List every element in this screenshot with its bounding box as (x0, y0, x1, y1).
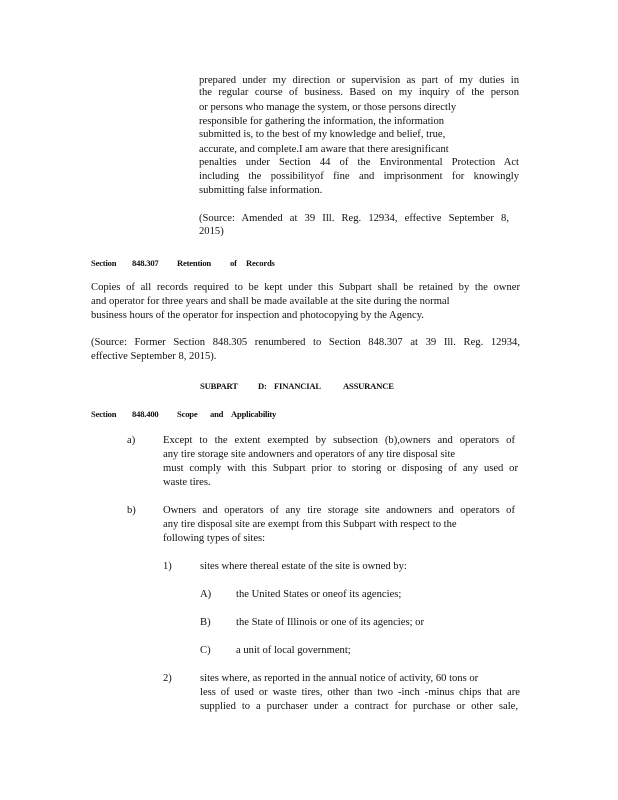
text-line: sites where, as reported in the annual notice of activity, 60 tons or (200, 673, 479, 684)
text-line: the regular course of business. Based on my inquiry of the person (199, 87, 519, 98)
text-line: any tire storage site andowners and operators of any tire disposal site (163, 449, 456, 460)
text-line: any tire disposal site are exempt from this Subpart with respect to the (163, 519, 457, 530)
text-line: submitted is, to the best of my knowledge and belief, true, (199, 129, 446, 140)
subpart-word: ASSURANCE (343, 381, 394, 391)
subsection-label: a) (127, 435, 136, 446)
paragraph-label: 1) (163, 561, 172, 572)
text-line: penalties under Section 44 of the Environmental Protection Act (199, 157, 519, 168)
text-line: Except to the extent exempted by subsection (b),owners and operators of (163, 435, 515, 446)
section-title-word: Applicability (231, 409, 277, 419)
subpart-word: FINANCIAL (274, 381, 321, 391)
text-line: supplied to a purchaser under a contract for purchase or other sale, (200, 701, 518, 712)
text-line: (Source: Former Section 848.305 renumbered to Section 848.307 at 39 Ill. Reg. 12934, (91, 337, 520, 348)
section-label: Section (91, 258, 117, 268)
text-line: prepared under my direction or supervision as part of my duties in (199, 75, 519, 86)
subpart-word: SUBPART (200, 381, 238, 391)
section-title-word: Retention (177, 258, 212, 268)
text-line: the State of Illinois or one of its agencies; or (236, 617, 424, 628)
text-line: Owners and operators of any tire storage site andowners and operators of (163, 505, 515, 516)
text-line: following types of sites: (163, 533, 266, 544)
text-line: and operator for three years and shall be made available at the site during the normal (91, 296, 450, 307)
text-line: waste tires. (163, 477, 211, 488)
section-title-word: and (210, 409, 224, 419)
text-line: sites where thereal estate of the site is owned by: (200, 561, 407, 572)
text-line: Copies of all records required to be kept under this Subpart shall be retained by the owner (91, 282, 520, 293)
section-number: 848.307 (132, 258, 159, 268)
text-line: effective September 8, 2015). (91, 351, 217, 362)
section-label: Section (91, 409, 117, 419)
subparagraph-label: B) (200, 617, 211, 628)
subsection-label: b) (127, 505, 136, 516)
section-title-word: of (230, 258, 237, 268)
text-line: responsible for gathering the information, the information (199, 116, 445, 127)
section-number: 848.400 (132, 409, 159, 419)
text-line: must comply with this Subpart prior to storing or disposing of any used or (163, 463, 518, 474)
text-line: or persons who manage the system, or those persons directly (199, 102, 457, 113)
paragraph-label: 2) (163, 673, 172, 684)
text-line: the United States or oneof its agencies; (236, 589, 402, 600)
section-title-word: Scope (177, 409, 198, 419)
subparagraph-label: A) (200, 589, 212, 600)
text-line: accurate, and complete.I am aware that there aresignificant (199, 144, 449, 155)
subparagraph-label: C) (200, 645, 211, 656)
text-line: 2015) (199, 226, 224, 237)
text-line: business hours of the operator for inspection and photocopying by the Agency. (91, 310, 424, 321)
text-line: submitting false information. (199, 185, 323, 196)
text-line: (Source: Amended at 39 Ill. Reg. 12934, effective September 8, (199, 213, 509, 224)
section-title-word: Records (246, 258, 275, 268)
subpart-word: D: (258, 381, 267, 391)
text-line: less of used or waste tires, other than two -inch -minus chips that are (200, 687, 520, 698)
text-line: including the possibilityof fine and imprisonment for knowingly (199, 171, 519, 182)
text-line: a unit of local government; (236, 645, 351, 656)
